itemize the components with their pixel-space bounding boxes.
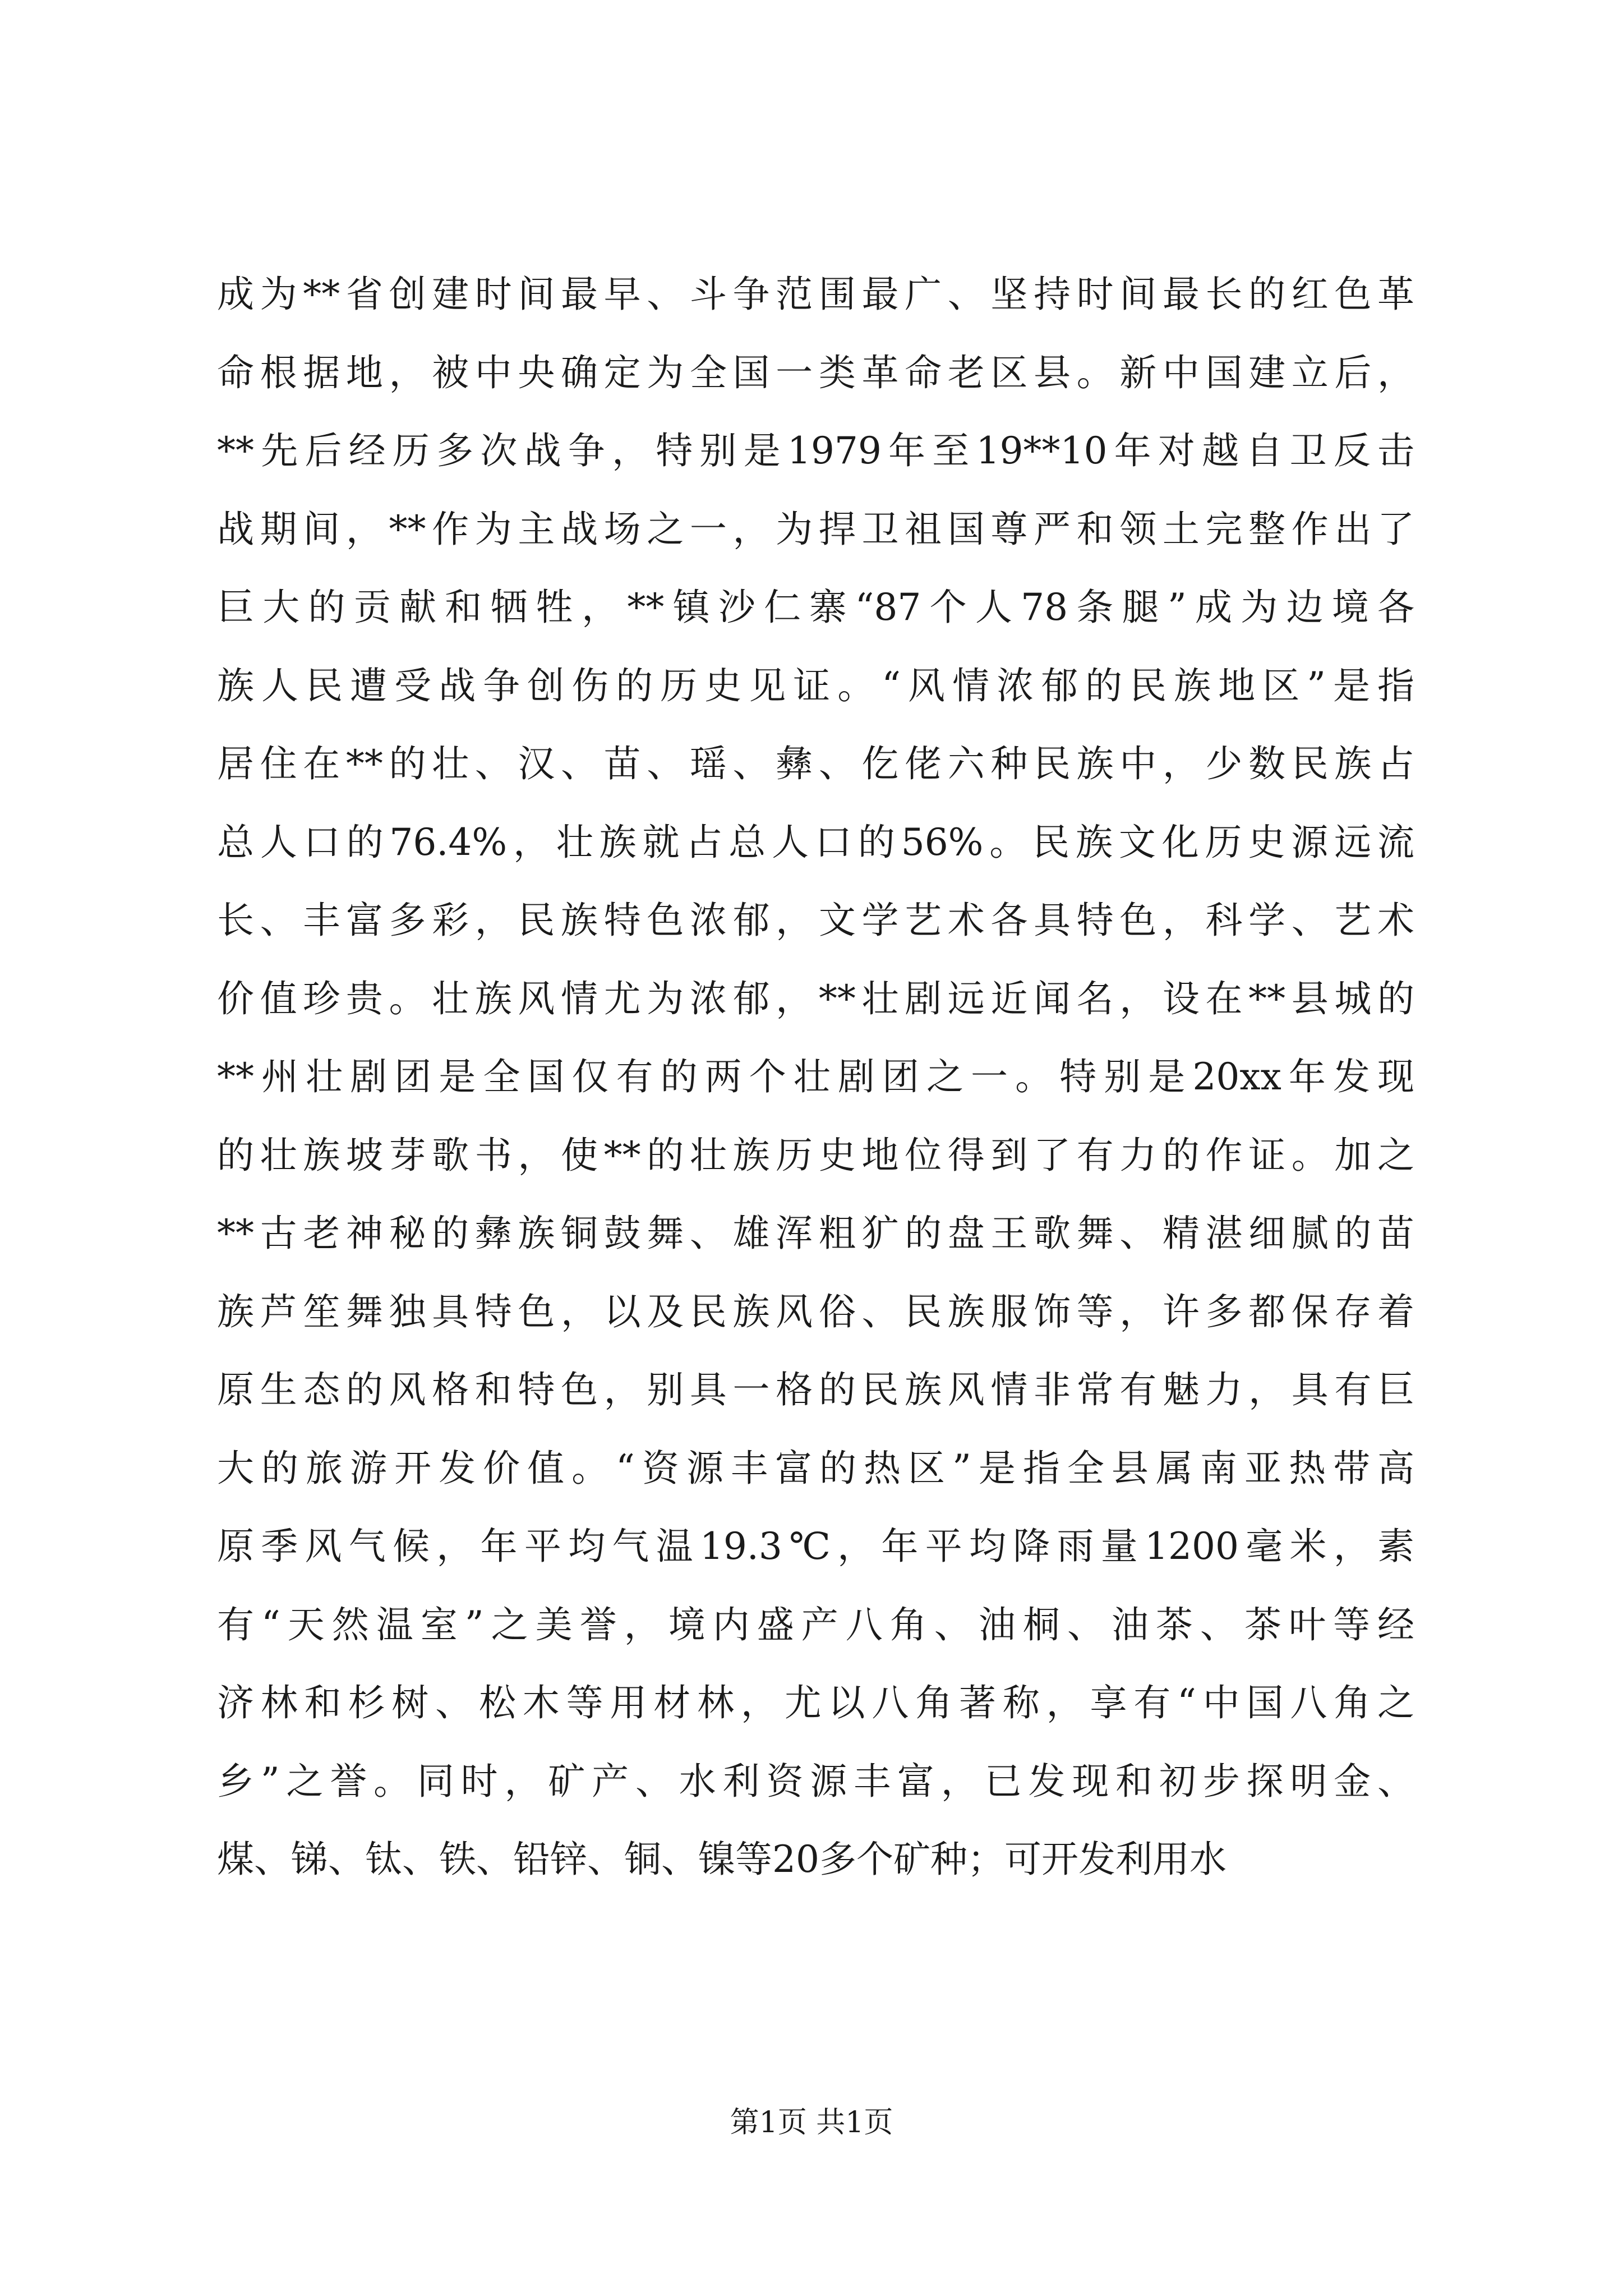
text-line: 煤、锑、钛、铁、铅锌、铜、镍等20多个矿种；可开发利用水: [217, 1838, 1227, 1881]
text-line: **先后经历多次战争，特别是1979年至19**10年对越自卫反击: [217, 429, 1414, 472]
text-line: 战期间，**作为主战场之一，为捍卫祖国尊严和领土完整作出了: [217, 507, 1414, 551]
text-line: 乡”之誉。同时，矿产、水利资源丰富，已发现和初步探明金、: [217, 1759, 1414, 1803]
body-text: [217, 255, 1414, 1899]
text-line: **州壮剧团是全国仅有的两个壮剧团之一。特别是20xx年发现: [217, 1055, 1414, 1098]
text-line: 命根据地，被中央确定为全国一类革命老区县。新中国建立后，: [217, 351, 1414, 394]
text-line: 族芦笙舞独具特色，以及民族风俗、民族服饰等，许多都保存着: [217, 1290, 1414, 1333]
text-line: 成为**省创建时间最早、斗争范围最广、坚持时间最长的红色革: [217, 273, 1414, 316]
text-line: 长、丰富多彩，民族特色浓郁，文学艺术各具特色，科学、艺术: [217, 899, 1414, 942]
text-line: 巨大的贡献和牺牲，**镇沙仁寨“87个人78条腿”成为边境各: [217, 586, 1414, 629]
text-line: 居住在**的壮、汉、苗、瑶、彝、仡佬六种民族中，少数民族占: [217, 742, 1414, 785]
text-line: 族人民遭受战争创伤的历史见证。“风情浓郁的民族地区”是指: [217, 664, 1414, 707]
text-line: 有“天然温室”之美誉，境内盛产八角、油桐、油茶、茶叶等经: [217, 1603, 1414, 1646]
text-line: 价值珍贵。壮族风情尤为浓郁，**壮剧远近闻名，设在**县城的: [217, 977, 1414, 1020]
text-line: 原生态的风格和特色，别具一格的民族风情非常有魅力，具有巨: [217, 1368, 1414, 1411]
page-footer: 第1页 共1页: [730, 2106, 893, 2139]
text-line: **古老神秘的彝族铜鼓舞、雄浑粗犷的盘王歌舞、精湛细腻的苗: [217, 1212, 1414, 1255]
text-line: 济林和杉树、松木等用材林，尤以八角著称，享有“中国八角之: [217, 1681, 1414, 1724]
text-line: 总人口的76.4%，壮族就占总人口的56%。民族文化历史源远流: [217, 820, 1414, 864]
text-line: 原季风气候，年平均气温19.3℃，年平均降雨量1200毫米，素: [217, 1525, 1414, 1568]
text-line: 大的旅游开发价值。“资源丰富的热区”是指全县属南亚热带高: [217, 1446, 1414, 1490]
text-line: 的壮族坡芽歌书，使**的壮族历史地位得到了有力的作证。加之: [217, 1133, 1414, 1177]
